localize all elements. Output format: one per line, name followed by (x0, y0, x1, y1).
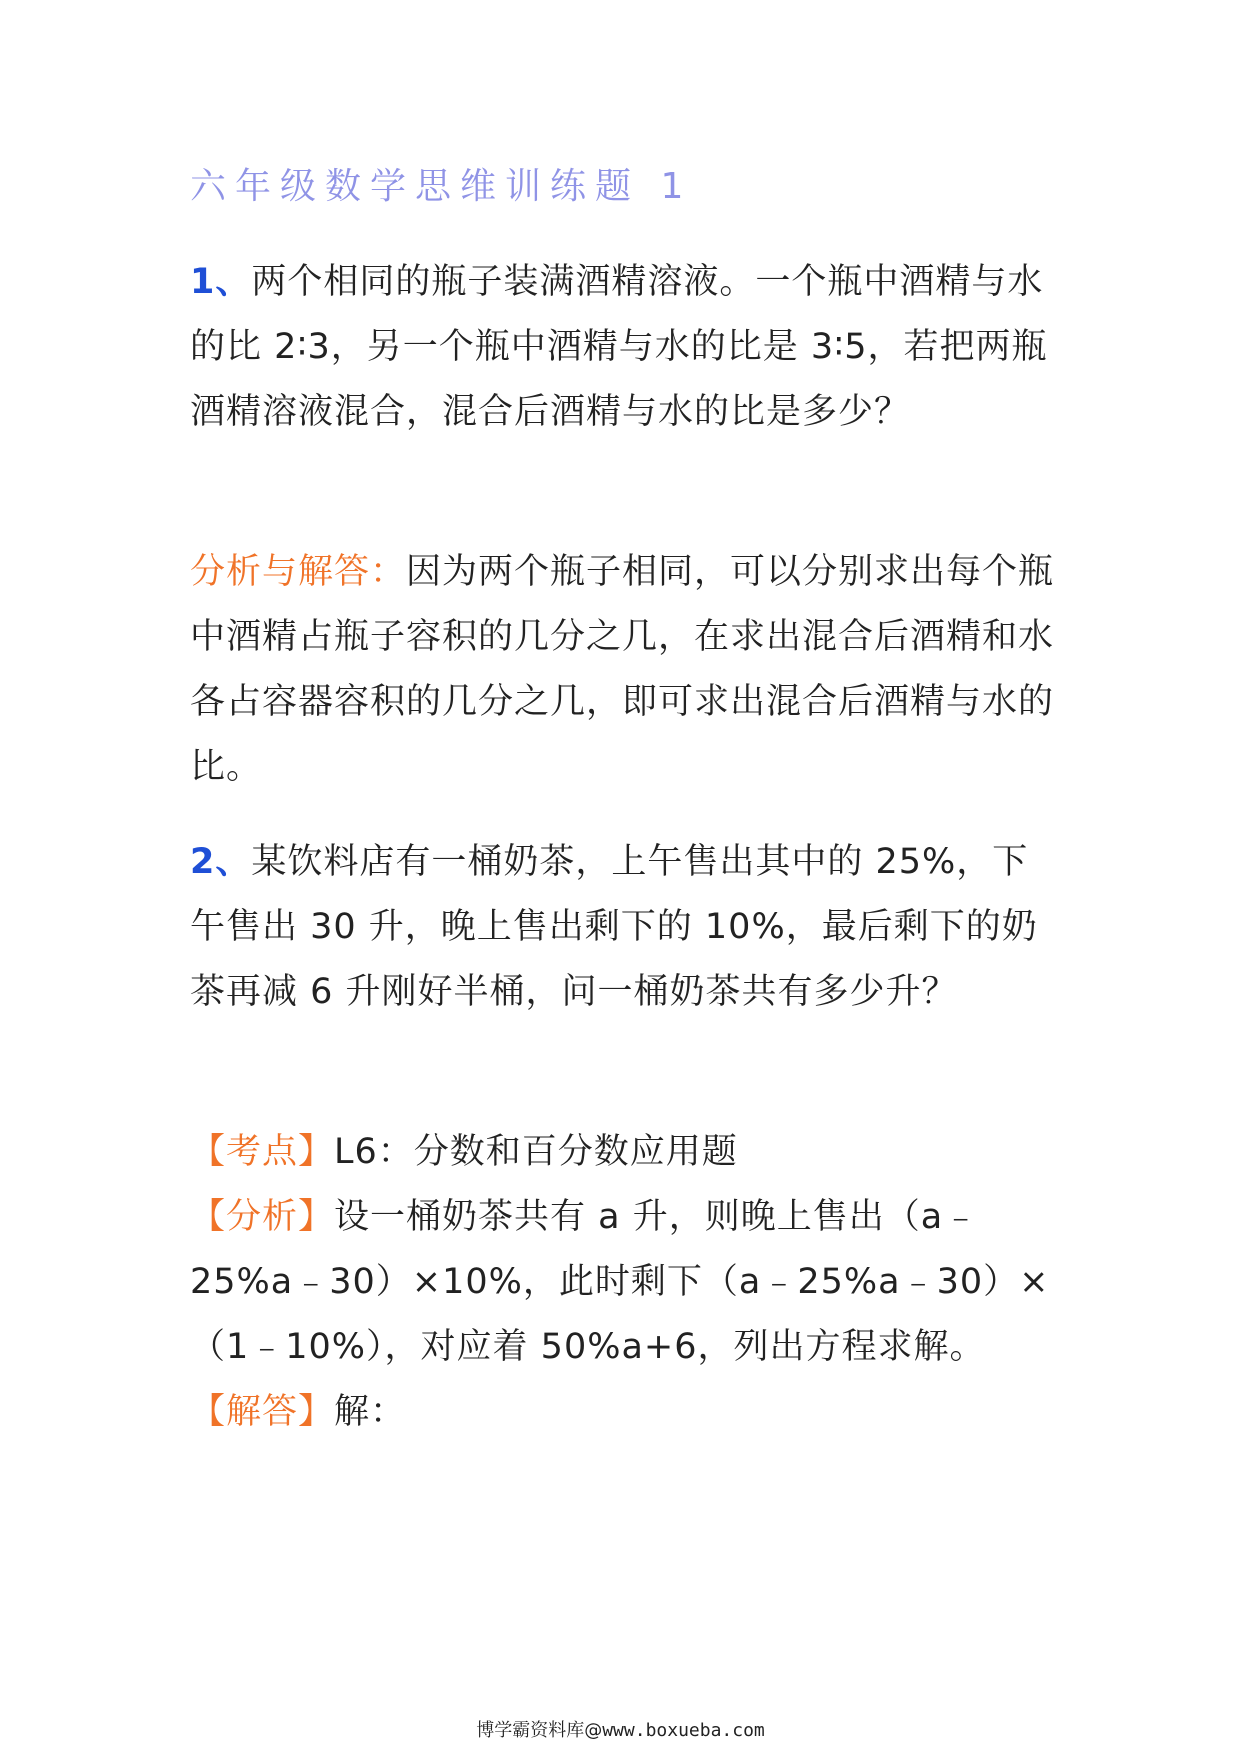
kaodian-line (190, 1120, 1060, 1185)
answer-1-text: 因为两个瓶子相同，可以分别求出每个瓶中酒精占瓶子容积的几分之几，在求出混合后酒精和水各占容器容积的几分之几，即可求出混合后酒精与水的比。 (190, 552, 1055, 787)
fenxi-text: 设一桶奶茶共有 a 升，则晚上售出（a﹣25%a﹣30）×10%，此时剩下（a﹣25%a﹣30）×（1﹣10%），对应着 50%a+6，列出方程求解。 (190, 1197, 1050, 1367)
question-2-separator: 、 (215, 842, 252, 882)
answer-1-label: 分析与解答： (190, 552, 407, 592)
page-title: 六年级数学思维训练题 1 (190, 166, 693, 207)
jieda-line (190, 1380, 1060, 1445)
question-1-text: 两个相同的瓶子装满酒精溶液。一个瓶中酒精与水的比 2∶3，另一个瓶中酒精与水的比是 3∶5，若把两瓶酒精溶液混合，混合后酒精与水的比是多少？ (190, 262, 1048, 432)
question-1 (190, 250, 1060, 445)
fenxi-paragraph (190, 1185, 1060, 1380)
question-2-number: 2 (190, 842, 216, 882)
solution-section (190, 1120, 1060, 1445)
jieda-label: 【解答】 (190, 1392, 335, 1432)
footer-site-link[interactable]: www.boxueba.com (602, 1720, 765, 1741)
kaodian-label: 【考点】 (190, 1132, 335, 1172)
fenxi-label: 【分析】 (190, 1197, 335, 1237)
jieda-text: 解： (334, 1392, 407, 1432)
page-footer (0, 1716, 1241, 1742)
question-2-text: 某饮料店有一桶奶茶，上午售出其中的 25%，下午售出 30 升，晚上售出剩下的 10%，最后剩下的奶茶再减 6 升刚好半桶，问一桶奶茶共有多少升？ (190, 842, 1038, 1012)
question-1-separator: 、 (215, 262, 252, 302)
answer-1 (190, 540, 1060, 800)
question-1-number: 1 (190, 262, 216, 302)
question-2 (190, 830, 1060, 1025)
kaodian-text: L6：分数和百分数应用题 (334, 1132, 738, 1172)
footer-prefix: 博学霸资料库@ (476, 1720, 603, 1741)
